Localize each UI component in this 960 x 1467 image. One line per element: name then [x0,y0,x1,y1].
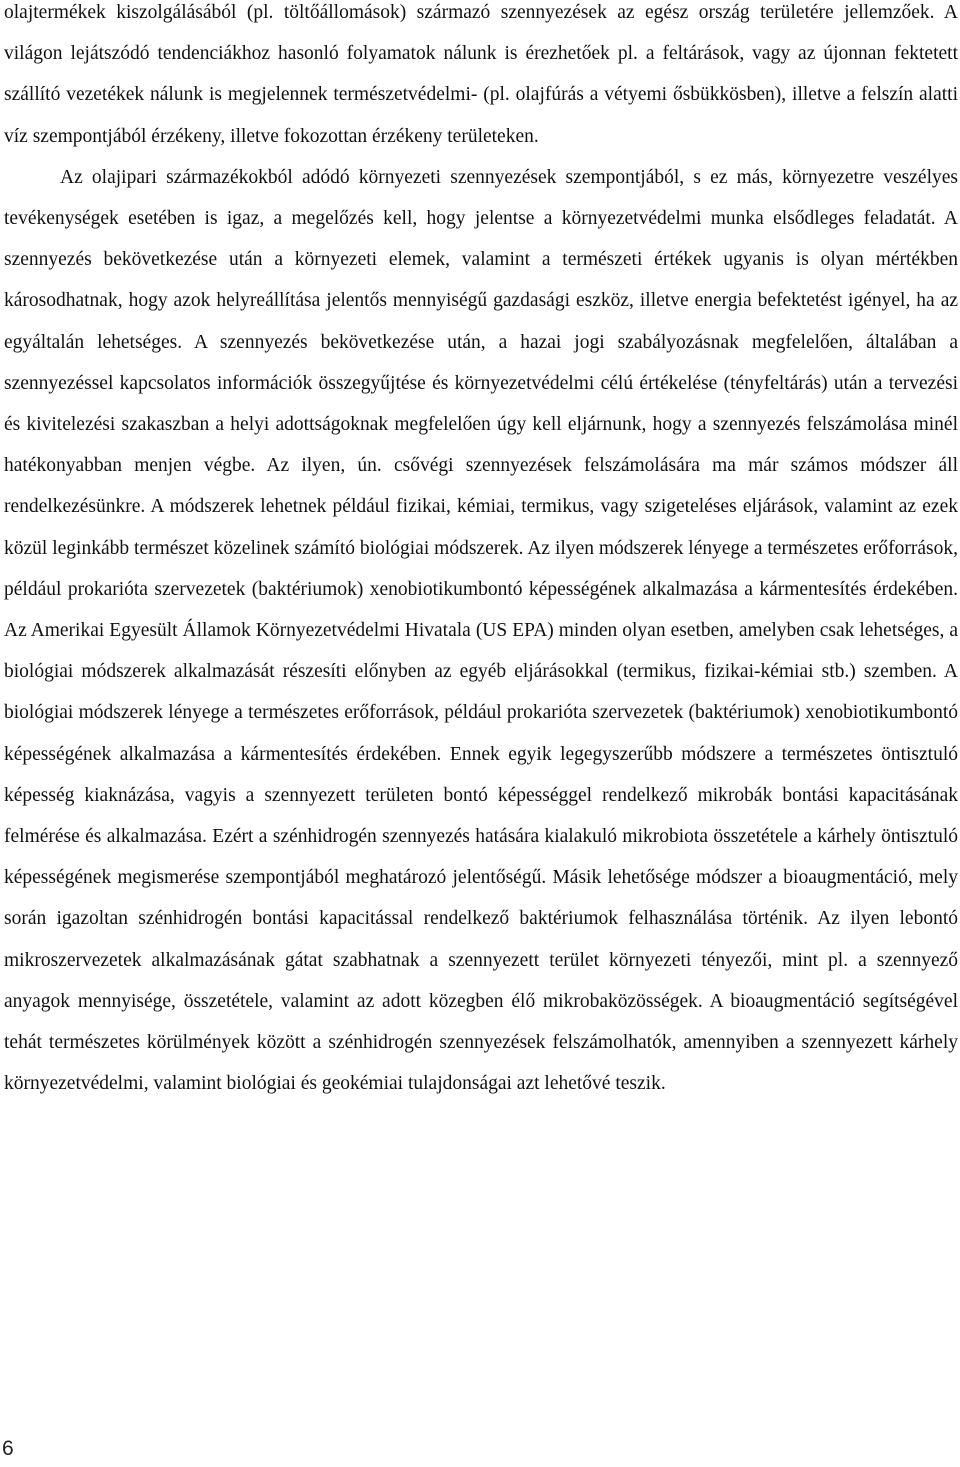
page-number: 6 [2,1437,14,1460]
paragraph-continuation: olajtermékek kiszolgálásából (pl. töltőállomások) származó szennyezések az egész ország területére jellemzőek. A világon lejátszódó tendenciákhoz hasonló folyamatok nálunk is érezhetőek pl. a feltárások, vagy az újonnan fektetett szállító vezetékek nálunk is megjelennek természetvédelmi- (pl. olajfúrás a vétyemi ősbükkösben), illetve a felszín alatti víz szempontjából érzékeny, illetve fokozottan érzékeny területeken. [4,2,958,147]
document-page [4,0,958,1104]
paragraph-remediation-methods: Az olajipari származékokból adódó környezeti szennyezések szempontjából, s ez más, környezetre veszélyes tevékenységek esetében is igaz, a megelőzés kell, hogy jelentse a környezetvédelmi munka elsődleges feladatát. A szennyezés bekövetkezése után a környezeti elemek, valamint a természeti értékek ugyanis is olyan mértékben károsodhatnak, hogy azok helyreállítása jelentős mennyiségű gazdasági eszköz, illetve energia befektetést igényel, ha az egyáltalán lehetséges. A szennyezés bekövetkezése után, a hazai jogi szabályozásnak megfelelően, általában a szennyezéssel kapcsolatos információk összegyűjtése és környezetvédelmi célú értékelése (tényfeltárás) után a tervezési és kivitelezési szakaszban a helyi adottságoknak megfelelően úgy kell eljárnunk, hogy a szennyezés felszámolása minél hatékonyabban menjen végbe. Az ilyen, ún. csővégi szennyezések felszámolására ma már számos módszer áll rendelkezésünkre. A módszerek lehetnek például fizikai, kémiai, termikus, vagy szigeteléses eljárások, valamint az ezek közül leginkább természet közelinek számító biológiai módszerek. Az ilyen módszerek lényege a természetes erőforrások, például prokarióta szervezetek (baktériumok) xenobiotikumbontó képességének alkalmazása a kármentesítés érdekében. Az Amerikai Egyesült Államok Környezetvédelmi Hivatala (US EPA) minden olyan esetben, amelyben csak lehetséges, a biológiai módszerek alkalmazását részesíti előnyben az egyéb eljárásokkal (termikus, fizikai-kémiai stb.) szemben. A biológiai módszerek lényege a természetes erőforrások, például prokarióta szervezetek (baktériumok) xenobiotikumbontó képességének alkalmazása a kármentesítés érdekében. Ennek egyik legegyszerűbb módszere a természetes öntisztuló képesség kiaknázása, vagyis a szennyezett területen bontó képességgel rendelkező mikrobák bontási kapacitásának felmérése és alkalmazása. Ezért a szénhidrogén szennyezés hatására kialakuló mikrobiota összetétele a kárhely öntisztuló képességének megismerése szempontjából meghatározó jelentőségű. Másik lehetősége módszer a bioaugmentáció, mely során igazoltan szénhidrogén bontási kapacitással rendelkező baktériumok felhasználása történik. Az ilyen lebontó mikroszervezetek alkalmazásának gátat szabhatnak a szennyezett terület környezeti tényezői, mint pl. a szennyező anyagok mennyisége, összetétele, valamint az adott közegben élő mikrobaközösségek. A bioaugmentáció segítségével tehát természetes körülmények között a szénhidrogén szennyezések felszámolhatók, amennyiben a szennyezett kárhely környezetvédelmi, valamint biológiai és geokémiai tulajdonságai azt lehetővé teszik. [4,166,958,1095]
